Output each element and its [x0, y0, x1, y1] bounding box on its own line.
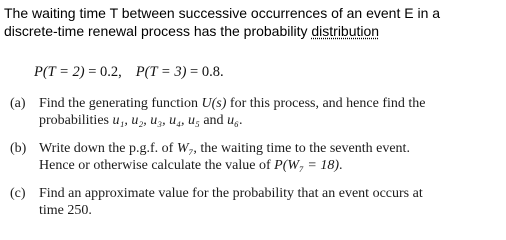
- probability-expression: P(W₇ = 18): [274, 158, 340, 173]
- part-c-text: [39, 185, 500, 219]
- part-a: [10, 95, 500, 129]
- part-b-period: .: [339, 158, 343, 173]
- part-a-line-1: [39, 95, 500, 112]
- part-b-line-1-post: , the waiting time to the seventh event.: [193, 141, 410, 156]
- eq-p1-lhs: P(T = 2): [34, 64, 85, 80]
- intro-line-1: The waiting time T between successive occurrences of an event E in a: [4, 5, 441, 21]
- part-a-and: and: [199, 113, 228, 128]
- part-b-line-2: [39, 157, 500, 174]
- distribution-link[interactable]: distribution: [311, 23, 380, 39]
- part-a-text: [39, 95, 500, 129]
- part-a-line-1-post: for this process, and hence find the: [226, 96, 426, 111]
- question-intro: [4, 4, 502, 40]
- part-b-line-2-pre: Hence or otherwise calculate the value of: [39, 158, 275, 173]
- part-b-label: (b): [10, 141, 27, 156]
- part-a-line-1-pre: Find the generating function: [39, 96, 202, 111]
- part-c-label: (c): [10, 186, 26, 201]
- part-b-line-1-pre: Write down the p.g.f. of: [39, 141, 177, 156]
- part-a-period: .: [238, 113, 243, 128]
- part-c: [10, 185, 500, 219]
- eq-p2-rhs: = 0.8.: [186, 64, 224, 80]
- eq-p1-rhs: = 0.2,: [84, 64, 122, 80]
- distribution-equation: [34, 64, 224, 81]
- part-b-text: [39, 140, 500, 174]
- waiting-time-symbol: W₇: [176, 141, 194, 156]
- eq-p2-lhs: P(T = 3): [135, 64, 187, 80]
- probability-symbols: u₁, u₂, u₃, u₄, u₅: [112, 113, 200, 128]
- intro-line-2: [4, 22, 502, 40]
- part-b: [10, 140, 500, 174]
- part-b-line-1: [39, 140, 500, 157]
- generating-function-symbol: U(s): [201, 96, 227, 111]
- part-a-line-2: [39, 112, 500, 129]
- intro-line-2-text: discrete-time renewal process has the probability: [4, 23, 312, 39]
- part-c-line-1: Find an approximate value for the probability that an event occurs at: [39, 186, 423, 201]
- part-a-label: (a): [10, 96, 26, 111]
- probability-symbol-last: u₆: [227, 113, 239, 128]
- part-c-line-2: time 250.: [39, 203, 92, 218]
- part-a-line-2-pre: probabilities: [39, 113, 113, 128]
